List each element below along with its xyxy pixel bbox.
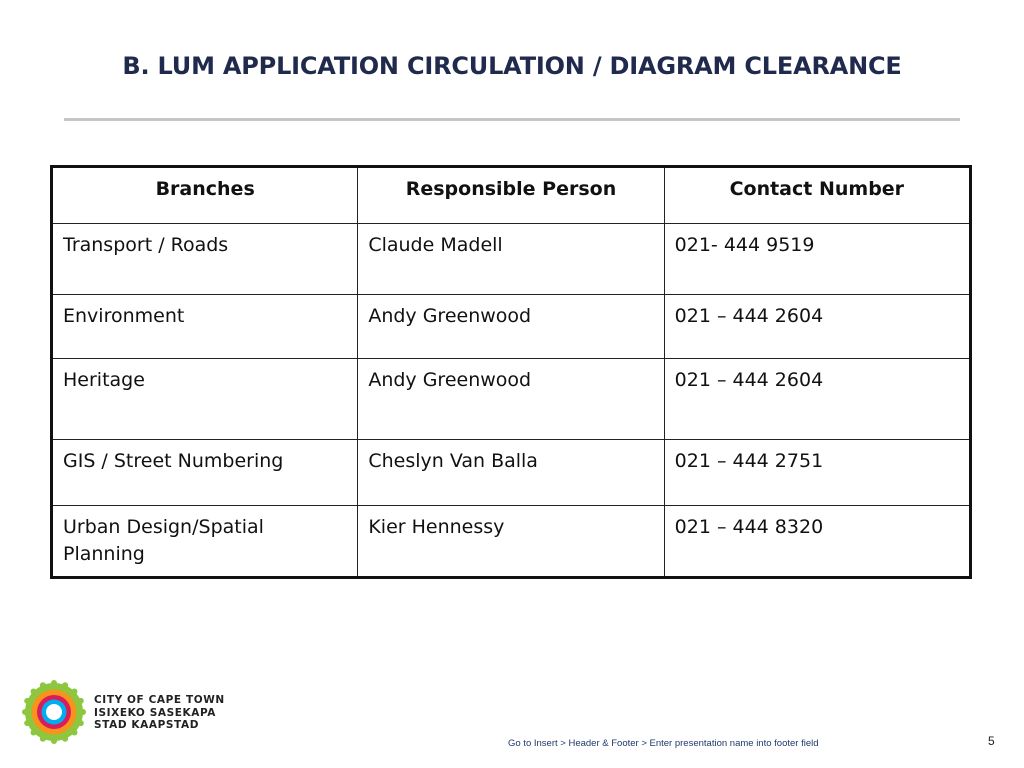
- header-contact-number: Contact Number: [664, 167, 970, 224]
- branch-cell: GIS / Street Numbering: [52, 440, 358, 506]
- emblem-tooth: [22, 709, 28, 715]
- header-responsible-person: Responsible Person: [358, 167, 664, 224]
- person-cell: Cheslyn Van Balla: [358, 440, 664, 506]
- emblem-tooth: [78, 698, 84, 704]
- emblem-center: [46, 704, 62, 720]
- emblem-tooth: [40, 736, 46, 742]
- title-divider: [64, 118, 960, 121]
- table-row: [52, 359, 971, 440]
- branch-cell: Transport / Roads: [52, 224, 358, 295]
- branch-cell: Urban Design/Spatial Planning: [52, 506, 358, 578]
- city-logo-text: [94, 694, 225, 732]
- table-row: [52, 295, 971, 359]
- branch-cell: Environment: [52, 295, 358, 359]
- emblem-tooth: [51, 738, 57, 744]
- page-number: 5: [988, 734, 995, 748]
- footer-note: Go to Insert > Header & Footer > Enter presentation name into footer field: [508, 738, 819, 749]
- table-row: [52, 224, 971, 295]
- contact-cell: 021- 444 9519: [664, 224, 970, 295]
- emblem-tooth: [30, 730, 36, 736]
- emblem-tooth: [80, 709, 86, 715]
- header-branches: Branches: [52, 167, 358, 224]
- slide-title: B. LUM APPLICATION CIRCULATION / DIAGRAM CLEARANCE: [122, 52, 902, 80]
- table-header-row: [52, 167, 971, 224]
- emblem-tooth: [24, 720, 30, 726]
- branch-cell: Heritage: [52, 359, 358, 440]
- contact-cell: 021 – 444 2604: [664, 295, 970, 359]
- contacts-table: [50, 165, 972, 579]
- emblem-tooth: [72, 688, 78, 694]
- city-emblem-icon: [22, 680, 86, 744]
- table-row: [52, 440, 971, 506]
- person-cell: Claude Madell: [358, 224, 664, 295]
- contact-cell: 021 – 444 8320: [664, 506, 970, 578]
- emblem-tooth: [62, 736, 68, 742]
- emblem-tooth: [40, 682, 46, 688]
- logo-line-2: ISIXEKO SASEKAPA: [94, 706, 217, 719]
- emblem-tooth: [62, 682, 68, 688]
- table-row: [52, 506, 971, 578]
- emblem-tooth: [24, 698, 30, 704]
- emblem-tooth: [30, 688, 36, 694]
- person-cell: Andy Greenwood: [358, 359, 664, 440]
- logo-line-3: STAD KAAPSTAD: [94, 719, 200, 731]
- emblem-tooth: [72, 730, 78, 736]
- emblem-tooth: [51, 680, 57, 686]
- contact-cell: 021 – 444 2751: [664, 440, 970, 506]
- logo-line-1: CITY OF CAPE TOWN: [94, 694, 225, 706]
- emblem-tooth: [78, 720, 84, 726]
- contact-cell: 021 – 444 2604: [664, 359, 970, 440]
- person-cell: Andy Greenwood: [358, 295, 664, 359]
- person-cell: Kier Hennessy: [358, 506, 664, 578]
